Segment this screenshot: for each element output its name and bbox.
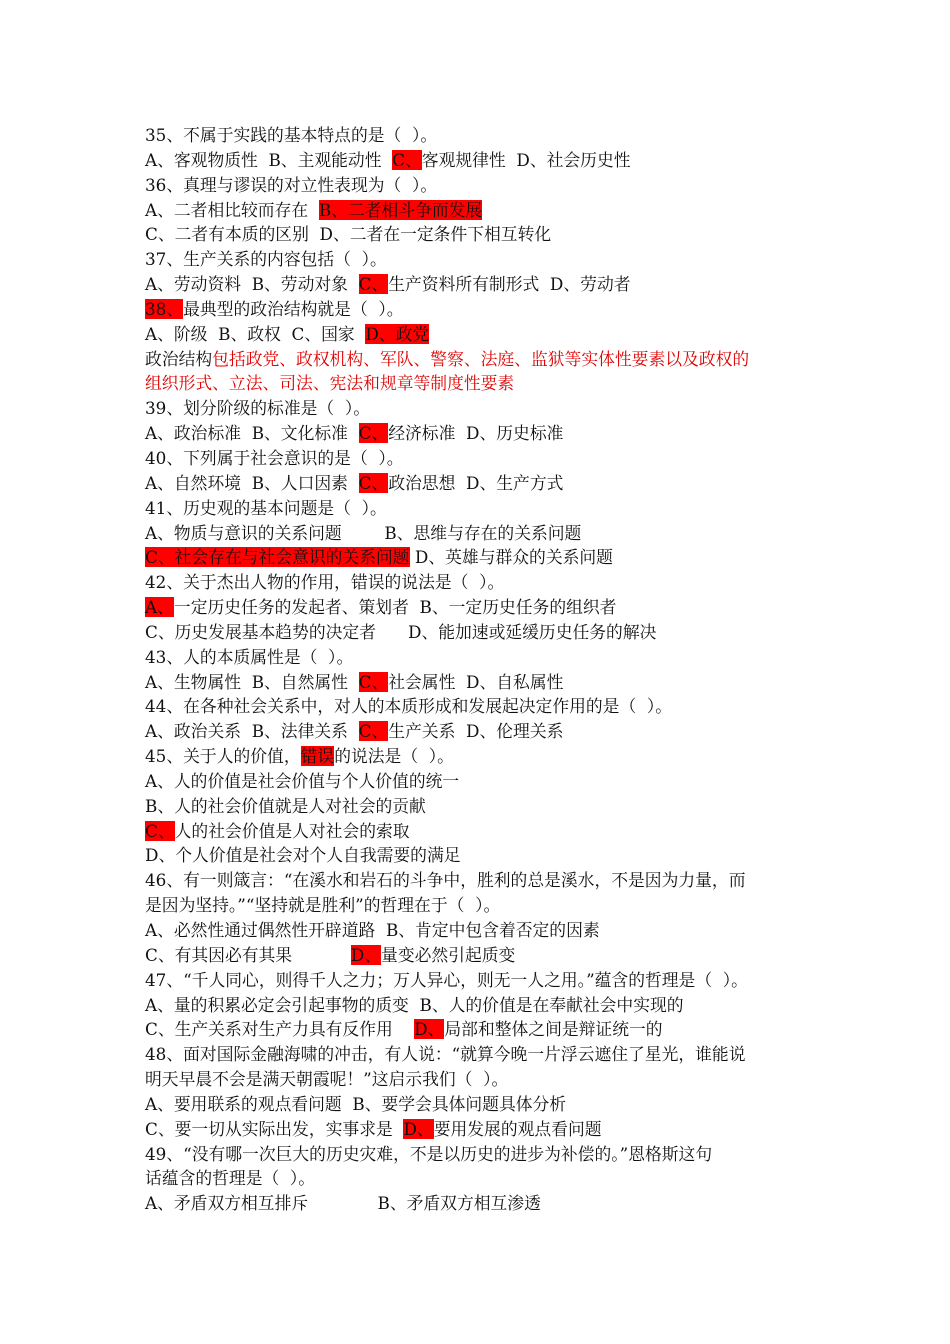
text-segment: 政治思想 D、生产方式 xyxy=(388,472,564,493)
text-segment: 45、关于人的价值， xyxy=(145,746,301,767)
text-segment: A、人的价值是社会价值与个人价值的统一 xyxy=(145,770,460,791)
text-line xyxy=(145,222,815,247)
text-segment: 37、生产关系的内容包括（ ）。 xyxy=(145,249,387,270)
text-segment: A、二者相比较而存在 xyxy=(145,199,319,220)
text-segment: A、政治标准 B、文化标准 xyxy=(145,423,359,444)
text-line xyxy=(145,843,815,868)
text-line xyxy=(145,1166,815,1191)
highlighted-answer: C、 xyxy=(145,820,175,841)
text-segment: 的说法是（ ）。 xyxy=(334,746,454,767)
text-segment: 43、人的本质属性是（ ）。 xyxy=(145,646,354,667)
text-segment: A、物质与意识的关系问题 B、思维与存在的关系问题 xyxy=(145,522,582,543)
text-line xyxy=(145,471,815,496)
highlighted-answer: D、政党 xyxy=(365,323,430,344)
text-line xyxy=(145,1191,815,1216)
text-segment: 要用发展的观点看问题 xyxy=(433,1118,602,1139)
highlighted-answer: C、 xyxy=(358,274,389,295)
text-segment: A、政治关系 B、法律关系 xyxy=(145,721,359,742)
text-line xyxy=(145,595,815,620)
text-segment: 话蕴含的哲理是（ ）。 xyxy=(145,1168,316,1189)
highlighted-answer: D、 xyxy=(403,1118,434,1139)
text-segment: C、生产关系对生产力具有反作用 xyxy=(145,1019,415,1040)
highlighted-answer: D、 xyxy=(350,944,382,965)
text-line xyxy=(145,1067,815,1092)
text-segment: 客观规律性 D、社会历史性 xyxy=(421,149,631,170)
text-segment: A、自然环境 B、人口因素 xyxy=(145,472,359,493)
text-segment: A、要用联系的观点看问题 B、要学会具体问题具体分析 xyxy=(145,1093,567,1114)
text-segment: 42、关于杰出人物的作用，错误的说法是（ ）。 xyxy=(145,572,505,593)
text-line xyxy=(145,1142,815,1167)
highlighted-answer: 错误 xyxy=(300,746,335,767)
text-line xyxy=(145,918,815,943)
highlighted-answer: C、 xyxy=(392,149,422,170)
highlighted-answer: D、 xyxy=(414,1019,445,1040)
text-line xyxy=(145,1042,815,1067)
text-segment: 一定历史任务的发起者、策划者 B、一定历史任务的组织者 xyxy=(173,597,617,618)
highlighted-answer: C、 xyxy=(358,721,389,742)
text-line xyxy=(145,794,815,819)
text-line xyxy=(145,819,815,844)
text-line xyxy=(145,347,815,372)
red-note-text: 包括政党、政权机构、军队、警察、法庭、监狱等实体性要素以及政权的 xyxy=(212,348,750,369)
text-line xyxy=(145,694,815,719)
red-note-text: 组织形式、立法、司法、宪法和规章等制度性要素 xyxy=(145,373,515,394)
text-segment: C、有其因必有其果 xyxy=(145,944,351,965)
text-line xyxy=(145,521,815,546)
text-line xyxy=(145,148,815,173)
text-line xyxy=(145,322,815,347)
text-line xyxy=(145,670,815,695)
text-line xyxy=(145,1117,815,1142)
text-segment: C、要一切从实际出发，实事求是 xyxy=(145,1118,404,1139)
text-segment: A、阶级 B、政权 C、国家 xyxy=(145,323,366,344)
text-segment: 36、真理与谬误的对立性表现为（ ）。 xyxy=(145,174,438,195)
text-line xyxy=(145,744,815,769)
text-segment: 人的社会价值是人对社会的索取 xyxy=(174,820,410,841)
text-segment: D、个人价值是社会对个人自我需要的满足 xyxy=(145,845,461,866)
text-segment: 社会属性 D、自私属性 xyxy=(388,671,564,692)
text-segment: A、客观物质性 B、主观能动性 xyxy=(145,149,393,170)
text-segment: 明天早晨不会是满天朝霞呢！”这启示我们（ ）。 xyxy=(145,1069,509,1090)
text-line xyxy=(145,719,815,744)
text-line xyxy=(145,1092,815,1117)
text-segment: D、英雄与群众的关系问题 xyxy=(409,547,613,568)
text-segment: 生产关系 D、伦理关系 xyxy=(388,721,564,742)
text-segment: 49、“没有哪一次巨大的历史灾难，不是以历史的进步为补偿的。”恩格斯这句 xyxy=(145,1143,713,1164)
text-segment: A、矛盾双方相互排斥 B、矛盾双方相互渗透 xyxy=(145,1193,541,1214)
text-line xyxy=(145,421,815,446)
text-segment: A、必然性通过偶然性开辟道路 B、肯定中包含着否定的因素 xyxy=(145,920,600,940)
highlighted-answer: B、二者相斗争而发展 xyxy=(318,199,483,220)
text-segment: C、历史发展基本趋势的决定者 D、能加速或延缓历史任务的解决 xyxy=(145,621,657,642)
highlighted-answer: C、 xyxy=(358,423,389,444)
text-line xyxy=(145,893,815,918)
text-segment: 48、面对国际金融海啸的冲击，有人说：“就算今晚一片浮云遮住了星光，谁能说 xyxy=(145,1044,746,1065)
highlighted-answer: C、 xyxy=(358,472,389,493)
text-segment: 生产资料所有制形式 D、劳动者 xyxy=(388,274,631,295)
text-line xyxy=(145,545,815,570)
text-segment: 政治结构 xyxy=(145,348,213,369)
text-line xyxy=(145,396,815,421)
text-line xyxy=(145,993,815,1018)
text-segment: 经济标准 D、历史标准 xyxy=(388,423,564,444)
text-segment: 44、在各种社会关系中，对人的本质形成和发展起决定作用的是（ ）。 xyxy=(145,696,673,717)
text-segment: 35、不属于实践的基本特点的是（ ）。 xyxy=(145,125,438,145)
text-segment: A、劳动资料 B、劳动对象 xyxy=(145,274,359,295)
text-segment: 最典型的政治结构就是（ ）。 xyxy=(183,298,404,319)
highlighted-answer: A、 xyxy=(145,597,174,618)
text-segment: A、生物属性 B、自然属性 xyxy=(145,671,359,692)
text-segment: 局部和整体之间是辩证统一的 xyxy=(444,1019,663,1040)
highlighted-answer: C、社会存在与社会意识的关系问题 xyxy=(145,547,410,568)
text-segment: C、二者有本质的区别 D、二者在一定条件下相互转化 xyxy=(145,224,552,245)
text-segment: 是因为坚持。”“坚持就是胜利”的哲理在于（ ）。 xyxy=(145,895,501,916)
text-line xyxy=(145,645,815,670)
text-segment: B、人的社会价值就是人对社会的贡献 xyxy=(145,795,426,816)
text-line xyxy=(145,769,815,794)
text-segment: A、量的积累必定会引起事物的质变 B、人的价值是在奉献社会中实现的 xyxy=(145,994,684,1015)
text-segment: 41、历史观的基本问题是（ ）。 xyxy=(145,497,387,518)
text-segment: 46、有一则箴言：“在溪水和岩石的斗争中，胜利的总是溪水，不是因为力量，而 xyxy=(145,870,746,891)
text-line xyxy=(145,123,815,148)
text-line xyxy=(145,371,815,396)
text-line xyxy=(145,247,815,272)
text-line xyxy=(145,570,815,595)
highlighted-answer: C、 xyxy=(358,671,389,692)
text-line xyxy=(145,496,815,521)
highlighted-answer: 38、 xyxy=(145,298,184,319)
text-line xyxy=(145,968,815,993)
text-line xyxy=(145,272,815,297)
text-line xyxy=(145,868,815,893)
text-segment: 量变必然引起质变 xyxy=(381,944,516,965)
text-line xyxy=(145,1017,815,1042)
text-line xyxy=(145,297,815,322)
text-line xyxy=(145,446,815,471)
text-segment: 47、“千人同心，则得千人之力；万人异心，则无一人之用。”蕴含的哲理是（ ）。 xyxy=(145,969,748,990)
text-line xyxy=(145,943,815,968)
text-line xyxy=(145,173,815,198)
document-page xyxy=(145,123,815,1216)
text-segment: 39、划分阶级的标准是（ ）。 xyxy=(145,398,371,419)
text-line xyxy=(145,198,815,223)
text-line xyxy=(145,620,815,645)
text-segment: 40、下列属于社会意识的是（ ）。 xyxy=(145,447,404,468)
